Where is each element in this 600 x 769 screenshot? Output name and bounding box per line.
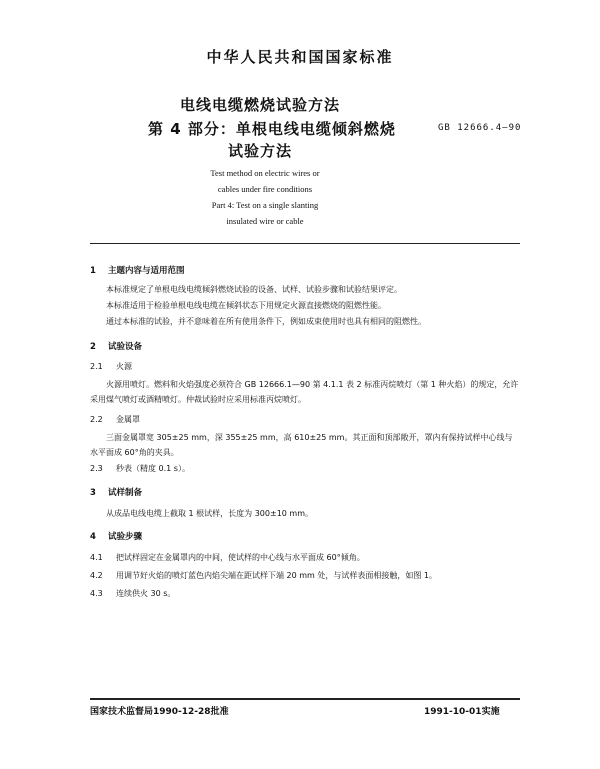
clause-label: 用调节好火焰的喷灯蓝色内焰尖端在距试样下端 20 mm 处，与试样表面相接触，如图 1。 xyxy=(116,571,438,580)
standard-number: GB 12666.4—90 xyxy=(438,123,522,133)
standard-header: 中华人民共和国国家标准 xyxy=(206,48,394,66)
section-1-paragraph: 通过本标准的试验，并不意味着在所有使用条件下，例如成束使用时也具有相同的阻燃性。 xyxy=(106,317,426,326)
clause-4-3 xyxy=(90,588,175,599)
clause-label: 金属罩 xyxy=(116,415,140,424)
clause-label: 火源 xyxy=(116,362,132,371)
clause-number: 4.3 xyxy=(90,589,103,598)
section-1-paragraph: 本标准规定了单根电线电缆倾斜燃烧试验的设备、试样、试验步骤和试验结果评定。 xyxy=(106,285,402,294)
section-1-heading xyxy=(90,264,185,276)
english-title-line-4: insulated wire or cable xyxy=(226,216,304,226)
section-title: 主题内容与适用范围 xyxy=(108,266,185,276)
section-4-heading xyxy=(90,530,142,542)
clause-2-2 xyxy=(90,414,140,425)
clause-2-1 xyxy=(90,361,132,372)
section-3-heading xyxy=(90,486,142,498)
section-number: 2 xyxy=(90,342,96,352)
clause-number: 2.2 xyxy=(90,415,103,424)
clause-4-1 xyxy=(90,552,365,563)
approval-date: 国家技术监督局1990-12-28批准 xyxy=(90,707,229,717)
english-title-line-1: Test method on electric wires or xyxy=(210,168,320,178)
clause-number: 2.3 xyxy=(90,464,103,473)
clause-2-1-text: 火源用喷灯。燃料和火焰强度必须符合 GB 12666.1—90 第 4.1.1 表 2 标准丙烷喷灯（第 1 种火焰）的规定，允许采用煤气喷灯或酒精喷灯。仲裁试验时应采用标准丙烷喷灯。 xyxy=(90,380,519,404)
english-title-line-2: cables under fire conditions xyxy=(217,184,313,194)
clause-label: 秒表（精度 0.1 s）。 xyxy=(116,464,190,473)
clause-4-2 xyxy=(90,570,437,581)
title-divider xyxy=(90,243,520,244)
section-1-paragraph: 本标准适用于检验单根电线电缆在倾斜状态下用规定火源直接燃烧的阻燃性能。 xyxy=(106,301,386,310)
implementation-date: 1991-10-01实施 xyxy=(424,707,500,717)
clause-number: 4.1 xyxy=(90,553,103,562)
section-title: 试验设备 xyxy=(108,342,143,352)
section-number: 3 xyxy=(90,488,96,498)
section-2-heading xyxy=(90,340,142,352)
clause-number: 4.2 xyxy=(90,571,103,580)
clause-2-3 xyxy=(90,463,190,474)
clause-label: 连续供火 30 s。 xyxy=(116,589,176,598)
clause-label: 把试样固定在金属罩内的中间，使试样的中心线与水平面成 60°倾角。 xyxy=(116,553,365,562)
clause-2-2-text: 三面金属罩宽 305±25 mm，深 355±25 mm，高 610±25 mm。其正面和顶部敞开，罩内有保持试样中心线与水平面成 60°角的夹具。 xyxy=(90,433,513,457)
english-title-line-3: Part 4: Test on a single slanting xyxy=(211,200,319,210)
title-line-3: 试验方法 xyxy=(227,142,292,160)
section-title: 试样制备 xyxy=(108,488,143,498)
section-number: 1 xyxy=(90,266,96,276)
clause-number: 2.1 xyxy=(90,362,103,371)
section-3-paragraph: 从成品电线电缆上截取 1 根试样，长度为 300±10 mm。 xyxy=(106,509,313,518)
title-line-1: 电线电缆燃烧试验方法 xyxy=(179,96,340,114)
title-line-2: 第 4 部分：单根电线电缆倾斜燃烧 xyxy=(148,120,396,138)
section-title: 试验步骤 xyxy=(108,532,143,542)
footer-divider xyxy=(90,698,520,700)
section-number: 4 xyxy=(90,532,96,542)
